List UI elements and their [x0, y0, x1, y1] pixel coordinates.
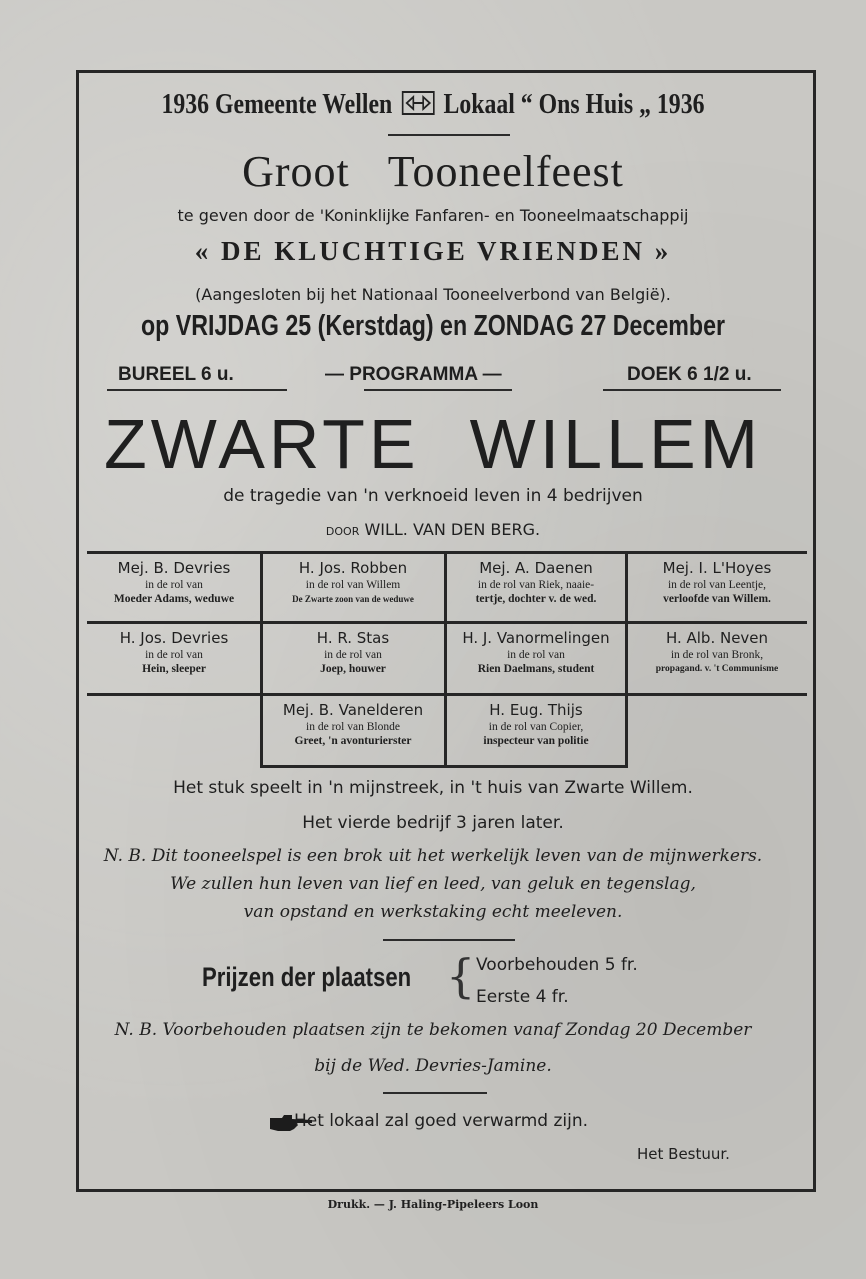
cast-member [87, 559, 261, 607]
cast-member [628, 559, 806, 607]
cast-name: Mej. B. Vanelderen [282, 701, 424, 719]
lyre-emblem-icon [401, 91, 434, 115]
cast-role-detail: Rien Daelmans, student [477, 663, 595, 675]
play-author: door WILL. VAN DEN BERG. [325, 520, 541, 539]
cast-grid-rule [87, 621, 807, 624]
play-subtitle: de tragedie van 'n verknoeid leven in 4 bedrijven [223, 486, 643, 506]
performance-dates: op VRIJDAG 25 (Kerstdag) en ZONDAG 27 December [140, 310, 726, 342]
cast-role-detail: De Zwarte zoon van de weduwe [292, 594, 414, 604]
cast-role-detail: Joep, houwer [320, 663, 386, 675]
event-title-word2: Tooneelfeest [387, 147, 624, 196]
price-reserved: Voorbehouden 5 fr. [476, 955, 638, 975]
setting-later-line: Het vierde bedrijf 3 jaren later. [302, 813, 564, 833]
poster-header [78, 88, 788, 121]
cast-role: in de rol van Leentje, [667, 579, 767, 591]
reservation-note: N. B. Voorbehouden plaatsen zijn te bekomen vanaf Zondag 20 December [114, 1020, 752, 1040]
cast-grid [87, 551, 807, 769]
cast-name: Mej. B. Devries [117, 559, 231, 577]
header-year-left: 1936 [161, 88, 210, 120]
section-rule [383, 939, 515, 941]
play-title-word1: ZWARTE [103, 405, 420, 483]
cast-name: Mej. I. L'Hoyes [662, 559, 772, 577]
prices-label: Prijzen der plaatsen [202, 962, 412, 992]
note-line: We zullen hun leven van lief en leed, van geluk en tegenslag, [170, 874, 696, 894]
cast-name: H. Alb. Neven [665, 629, 769, 647]
cast-name: Mej. A. Daenen [479, 559, 593, 577]
heating-note: Het lokaal zal goed verwarmd zijn. [293, 1111, 589, 1131]
cast-grid-rule [260, 765, 628, 768]
programme-label: — PROGRAMMA — [325, 364, 502, 385]
cast-member [447, 559, 625, 607]
play-title-word2: WILLEM [469, 405, 763, 483]
cast-role-detail: verloofde van Willem. [663, 593, 771, 605]
setting-line: Het stuk speelt in 'n mijnstreek, in 't huis van Zwarte Willem. [173, 778, 693, 798]
cast-role-detail: Greet, 'n avonturierster [294, 735, 412, 747]
cast-role: in de rol van [145, 649, 203, 661]
header-town: Gemeente Wellen [215, 88, 393, 120]
play-title [0, 404, 866, 484]
cast-role: in de rol van Copier, [488, 721, 584, 733]
event-title [0, 146, 866, 197]
cast-name: H. J. Vanormelingen [462, 629, 610, 647]
brace-icon: { [446, 949, 476, 1003]
cast-name: H. Jos. Robben [298, 559, 408, 577]
section-rule [383, 1092, 487, 1094]
cast-role-detail: propagand. v. 't Communisme [655, 664, 779, 674]
cast-role-detail: inspecteur van politie [483, 735, 589, 747]
cast-member [263, 701, 443, 749]
cast-name: H. R. Stas [316, 629, 390, 647]
note-line: N. B. Dit tooneelspel is een brok uit het werkelijk leven van de mijnwerkers. [103, 846, 763, 866]
price-first: Eerste 4 fr. [476, 987, 569, 1007]
header-year-right: 1936 [656, 88, 705, 120]
reservation-note-address: bij de Wed. Devries-Jamine. [314, 1056, 552, 1076]
note-line: van opstand en werkstaking echt meeleven. [243, 902, 623, 922]
header-venue: Lokaal “ Ons Huis „ [443, 88, 651, 120]
cast-name: H. Eug. Thijs [489, 701, 583, 719]
cast-name: H. Jos. Devries [119, 629, 229, 647]
bar-rule-left [107, 389, 287, 391]
cast-role: in de rol van Bronk, [670, 649, 764, 661]
cast-role: in de rol van [507, 649, 565, 661]
troupe-name: « DE KLUCHTIGE VRIENDEN » [194, 236, 672, 266]
affiliation-line: (Aangesloten bij het Nationaal Tooneelverbond van België). [195, 285, 671, 304]
cast-grid-rule [87, 551, 807, 554]
bar-rule-middle [364, 389, 512, 391]
office-time: BUREEL 6 u. [118, 364, 234, 385]
cast-role: in de rol van Riek, naaie- [477, 579, 595, 591]
bar-rule-right [603, 389, 781, 391]
cast-role-detail: Moeder Adams, weduwe [113, 593, 235, 605]
cast-member [447, 629, 625, 677]
cast-member [263, 559, 443, 607]
cast-grid-rule [87, 693, 807, 696]
cast-role: in de rol van [145, 579, 203, 591]
cast-role: in de rol van Blonde [306, 721, 400, 733]
cast-role: in de rol van Willem [305, 579, 401, 591]
cast-member [447, 701, 625, 749]
curtain-time: DOEK 6 1/2 u. [627, 364, 752, 385]
event-title-word1: Groot [242, 147, 350, 196]
printer-credit: Drukk. — J. Haling-Pipeleers Loon [327, 1198, 539, 1211]
cast-member [628, 629, 806, 677]
cast-member [87, 629, 261, 677]
cast-role-detail: tertje, dochter v. de wed. [475, 593, 597, 605]
cast-role-detail: Hein, sleeper [142, 663, 206, 675]
header-rule [388, 134, 510, 136]
signature: Het Bestuur. [637, 1145, 730, 1163]
cast-role: in de rol van [324, 649, 382, 661]
cast-member [263, 629, 443, 677]
organizer-line: te geven door de 'Koninklijke Fanfaren- en Tooneelmaatschappij [177, 206, 689, 225]
